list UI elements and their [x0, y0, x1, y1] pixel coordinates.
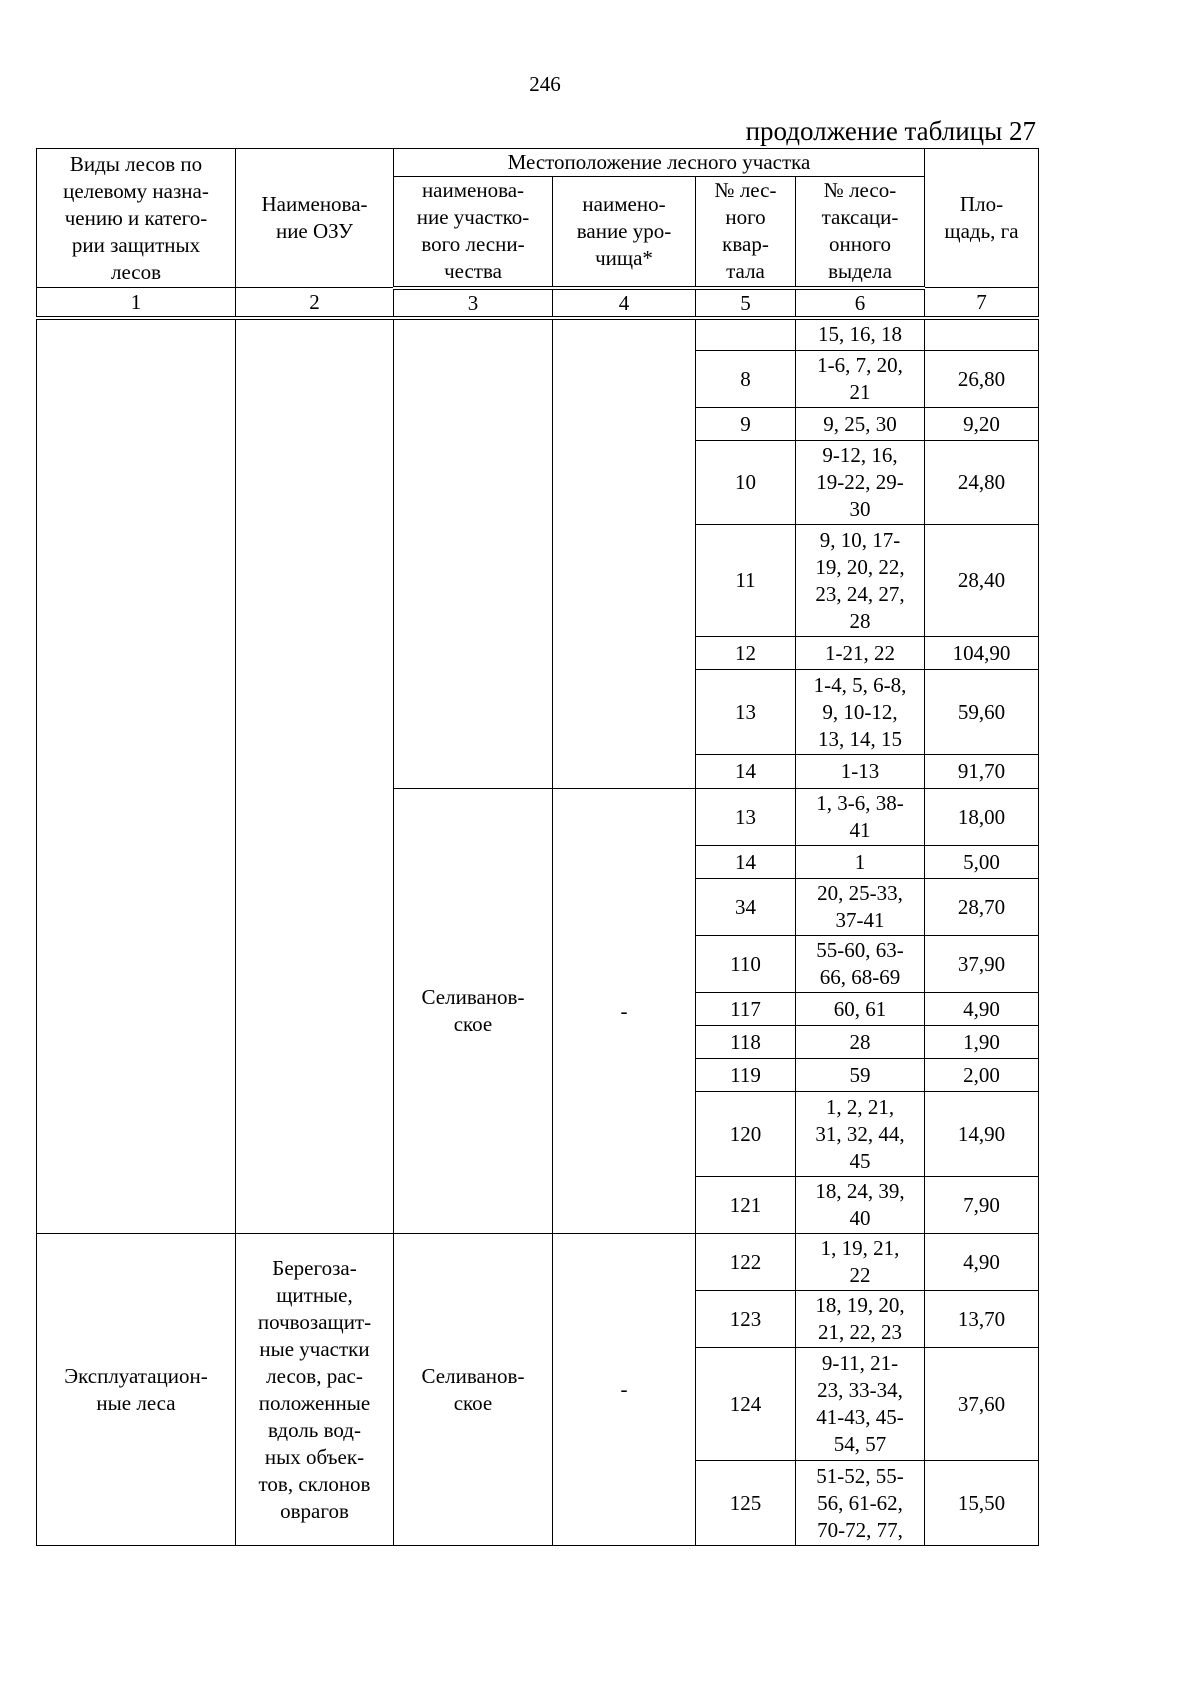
- column-number: 4: [553, 288, 696, 318]
- column-number: 5: [696, 288, 796, 318]
- kvartal-cell: 10: [696, 441, 796, 525]
- area-cell: 24,80: [925, 441, 1039, 525]
- lesnichestvo-cell: Селиванов- ское: [394, 1234, 553, 1546]
- header-urochishche: наимено- вание уро- чища*: [553, 177, 696, 288]
- area-cell: 37,60: [925, 1348, 1039, 1461]
- kvartal-cell: 117: [696, 993, 796, 1026]
- kvartal-cell: 9: [696, 408, 796, 441]
- area-cell: 59,60: [925, 670, 1039, 755]
- table-caption: продолжение таблицы 27: [745, 116, 1036, 146]
- kvartal-cell: 119: [696, 1059, 796, 1092]
- vydel-cell: 18, 24, 39, 40: [796, 1177, 925, 1234]
- area-cell: 9,20: [925, 408, 1039, 441]
- vydel-cell: 20, 25-33, 37-41: [796, 879, 925, 936]
- kvartal-cell: 12: [696, 637, 796, 670]
- page-number: 246: [529, 72, 561, 96]
- column-number: 3: [394, 288, 553, 318]
- area-cell: 18,00: [925, 789, 1039, 846]
- area-cell: 5,00: [925, 846, 1039, 879]
- vydel-cell: 1-4, 5, 6-8, 9, 10-12, 13, 14, 15: [796, 670, 925, 755]
- vydel-cell: 9-12, 16, 19-22, 29- 30: [796, 441, 925, 525]
- vydel-cell: 9-11, 21- 23, 33-34, 41-43, 45- 54, 57: [796, 1348, 925, 1461]
- area-cell: 104,90: [925, 637, 1039, 670]
- header-lesnichestvo: наименова- ние участко- вого лесни- чества: [394, 177, 553, 288]
- kvartal-cell: 34: [696, 879, 796, 936]
- forest-type-cell-empty: [37, 318, 236, 1234]
- area-cell: 91,70: [925, 755, 1039, 789]
- lesnichestvo-cell: Селиванов- ское: [394, 789, 553, 1234]
- table-row: [37, 318, 1039, 351]
- vydel-cell: 1-13: [796, 755, 925, 789]
- kvartal-cell: 120: [696, 1092, 796, 1177]
- kvartal-cell: 8: [696, 351, 796, 408]
- lesnichestvo-cell-empty: [394, 318, 553, 789]
- area-cell: 15,50: [925, 1461, 1039, 1546]
- area-cell: 1,90: [925, 1026, 1039, 1059]
- vydel-cell: 1, 19, 21, 22: [796, 1234, 925, 1291]
- area-cell: 14,90: [925, 1092, 1039, 1177]
- vydel-cell: 9, 25, 30: [796, 408, 925, 441]
- area-cell: 28,70: [925, 879, 1039, 936]
- column-number: 2: [236, 288, 394, 318]
- vydel-cell: 1, 2, 21, 31, 32, 44, 45: [796, 1092, 925, 1177]
- ozu-cell-empty: [236, 318, 394, 1234]
- vydel-cell: 1: [796, 846, 925, 879]
- vydel-cell: 9, 10, 17- 19, 20, 22, 23, 24, 27, 28: [796, 525, 925, 637]
- vydel-cell: 55-60, 63- 66, 68-69: [796, 936, 925, 993]
- forest-table: [36, 148, 1039, 1546]
- column-number: 6: [796, 288, 925, 318]
- urochishche-cell-empty: [553, 318, 696, 789]
- vydel-cell: 1-6, 7, 20, 21: [796, 351, 925, 408]
- kvartal-cell: 124: [696, 1348, 796, 1461]
- area-cell: 4,90: [925, 1234, 1039, 1291]
- kvartal-cell: 13: [696, 670, 796, 755]
- kvartal-cell: 121: [696, 1177, 796, 1234]
- urochishche-cell: -: [553, 1234, 696, 1546]
- area-cell: 2,00: [925, 1059, 1039, 1092]
- area-cell: 37,90: [925, 936, 1039, 993]
- forest-type-cell: Эксплуатацион- ные леса: [37, 1234, 236, 1546]
- kvartal-cell: 14: [696, 755, 796, 789]
- header-vydel: № лесо- таксаци- онного выдела: [796, 177, 925, 288]
- table-row: [37, 1234, 1039, 1291]
- header-forest-type: Виды лесов по целевому назна- чению и катего- рии защитных лесов: [37, 149, 236, 288]
- kvartal-cell: 125: [696, 1461, 796, 1546]
- area-cell: 7,90: [925, 1177, 1039, 1234]
- area-cell: [925, 318, 1039, 351]
- vydel-cell: 59: [796, 1059, 925, 1092]
- vydel-cell: 15, 16, 18: [796, 318, 925, 351]
- kvartal-cell: 14: [696, 846, 796, 879]
- area-cell: 26,80: [925, 351, 1039, 408]
- kvartal-cell: 118: [696, 1026, 796, 1059]
- kvartal-cell: 11: [696, 525, 796, 637]
- area-cell: 13,70: [925, 1291, 1039, 1348]
- column-number: 1: [37, 288, 236, 318]
- header-kvartal: № лес- ного квар- тала: [696, 177, 796, 288]
- area-cell: 28,40: [925, 525, 1039, 637]
- vydel-cell: 18, 19, 20, 21, 22, 23: [796, 1291, 925, 1348]
- ozu-cell: Берегоза- щитные, почвозащит- ные участки лесов, рас- положенные вдоль вод- ных объек- тов, склонов оврагов: [236, 1234, 394, 1546]
- kvartal-cell: 110: [696, 936, 796, 993]
- vydel-cell: 1, 3-6, 38- 41: [796, 789, 925, 846]
- vydel-cell: 51-52, 55- 56, 61-62, 70-72, 77,: [796, 1461, 925, 1546]
- kvartal-cell: 13: [696, 789, 796, 846]
- vydel-cell: 60, 61: [796, 993, 925, 1026]
- vydel-cell: 28: [796, 1026, 925, 1059]
- header-ozu-name: Наименова- ние ОЗУ: [236, 149, 394, 288]
- urochishche-cell: -: [553, 789, 696, 1234]
- kvartal-cell: 123: [696, 1291, 796, 1348]
- column-number: 7: [925, 288, 1039, 318]
- area-cell: 4,90: [925, 993, 1039, 1026]
- header-area: Пло- щадь, га: [925, 149, 1039, 288]
- vydel-cell: 1-21, 22: [796, 637, 925, 670]
- kvartal-cell: 122: [696, 1234, 796, 1291]
- header-location-group: Местоположение лесного участка: [394, 149, 925, 177]
- kvartal-cell: [696, 318, 796, 351]
